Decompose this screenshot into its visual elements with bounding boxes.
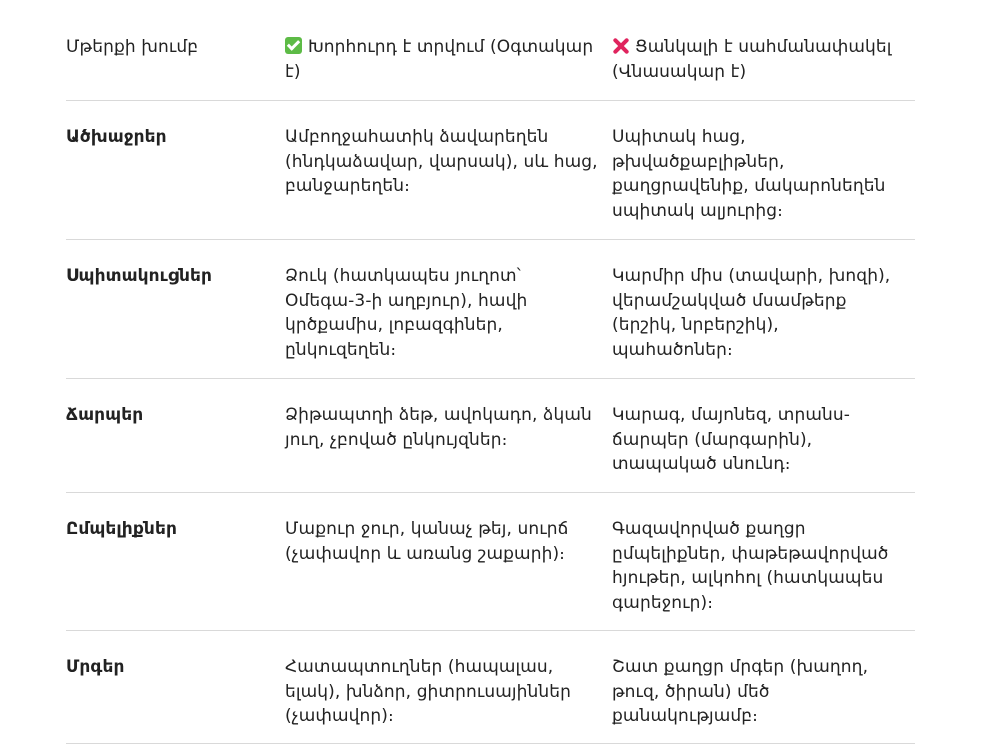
- food-group-cell: Ըմպելիքներ: [66, 519, 177, 539]
- recommended-cell: Մաքուր ջուր, կանաչ թեյ, սուրճ (չափավոր և առանց շաքարի)։: [285, 519, 569, 564]
- table-row: [66, 379, 915, 493]
- header-recommended-label: Խորհուրդ է տրվում (Օգտակար է): [285, 37, 594, 82]
- limited-cell: Շատ քաղցր մրգեր (խաղող, թուզ, ծիրան) մեծ քանակությամբ։: [612, 657, 869, 726]
- header-food-group: [66, 35, 285, 100]
- food-group-cell: Սպիտակուցներ: [66, 266, 213, 286]
- header-food-group-label: Մթերքի խումբ: [66, 37, 199, 57]
- table-row: [66, 101, 915, 240]
- limited-cell: Սպիտակ հաց, թխվածքաբլիթներ, քաղցրավենիք, մակարոնեղեն սպիտակ ալյուրից։: [612, 127, 886, 221]
- limited-cell: Գազավորված քաղցր ըմպելիքներ, փաթեթավորված հյութեր, ալկոհոլ (հատկապես գարեջուր)։: [612, 519, 889, 613]
- table-row: [66, 493, 915, 631]
- limited-cell: Կարագ, մայոնեզ, տրանս-ճարպեր (մարգարին), տապակած սնունդ։: [612, 405, 850, 474]
- food-group-cell: Ածխաջրեր: [66, 127, 167, 147]
- limited-cell: Կարմիր միս (տավարի, խոզի), վերամշակված մսամթերք (երշիկ, նրբերշիկ), պահածոներ։: [612, 266, 891, 360]
- cross-mark-icon: [612, 37, 629, 54]
- recommended-cell: Ձուկ (հատկապես յուղոտ՝ Օմեգա-3-ի աղբյուր), հավի կրծքամիս, լոբազգիներ, ընկուզեղեն։: [285, 266, 528, 360]
- food-group-cell: Մրգեր: [66, 657, 125, 677]
- header-limited: [612, 35, 915, 100]
- table-row: [66, 240, 915, 379]
- header-recommended: [285, 35, 612, 100]
- food-comparison-table: [66, 0, 915, 744]
- recommended-cell: Ձիթապտղի ձեթ, ավոկադո, ձկան յուղ, չբոված ընկույզներ։: [285, 405, 592, 450]
- recommended-cell: Հատապտուղներ (հապալաս, ելակ), խնձոր, ցիտրուսայիններ (չափավոր)։: [285, 657, 571, 726]
- table-header-row: [66, 0, 915, 101]
- check-mark-icon: [285, 37, 302, 54]
- food-group-cell: Ճարպեր: [66, 405, 144, 425]
- header-limited-label: Ցանկալի է սահմանափակել (Վնասակար է): [612, 37, 892, 82]
- recommended-cell: Ամբողջահատիկ ձավարեղեն (հնդկաձավար, վարսակ), սև հաց, բանջարեղեն։: [285, 127, 598, 196]
- table-row: [66, 631, 915, 744]
